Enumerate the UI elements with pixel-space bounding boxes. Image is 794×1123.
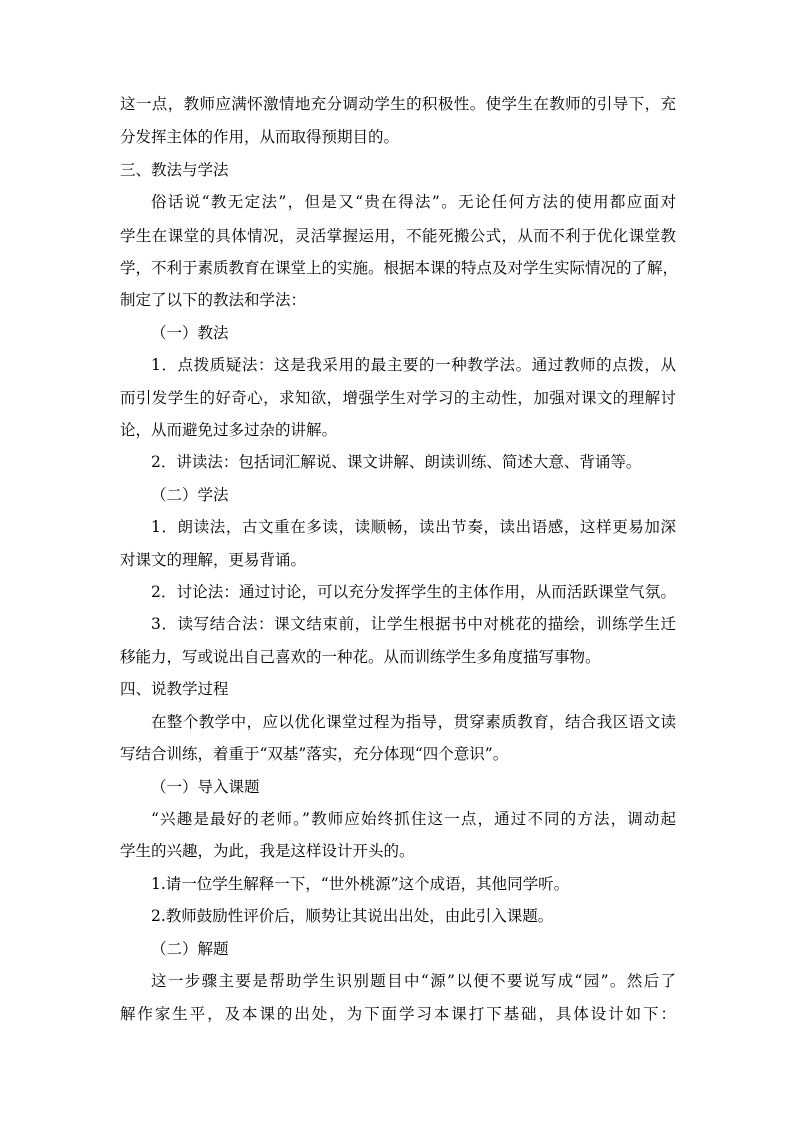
- subsection-heading: （一）导入课题: [151, 778, 260, 796]
- section-heading: 四、说教学过程: [120, 680, 229, 698]
- body-text-line: 在整个教学中，应以优化课堂过程为指导，贯穿素质教育，结合我区语文读: [151, 713, 676, 731]
- body-text-line: 学生的兴趣，为此，我是这样设计开头的。: [120, 842, 415, 860]
- body-text-line: 写结合训练，着重于“双基”落实，充分体现“四个意识”。: [120, 745, 509, 763]
- subsection-heading: （二）解题: [151, 940, 229, 958]
- body-text-line: 对课文的理解，更易背诵。: [120, 551, 307, 569]
- body-text-line: 学，不利于素质教育在课堂上的实施。根据本课的特点及对学生实际情况的了解，: [120, 259, 679, 277]
- subsection-heading: （二）学法: [151, 486, 229, 504]
- subsection-heading: （一）教法: [151, 324, 229, 342]
- body-text-line: 1．朗读法，古文重在多读，读顺畅，读出节奏，读出语感，这样更易加深: [151, 518, 676, 536]
- body-text-line: 2．讲读法：包括词汇解说、课文讲解、朗读训练、简述大意、背诵等。: [151, 453, 642, 471]
- body-text-line: 2.教师鼓励性评价后，顺势让其说出出处，由此引入课题。: [151, 907, 554, 925]
- body-text-line: 分发挥主体的作用，从而取得预期目的。: [120, 128, 400, 146]
- body-text-line: 制定了以下的教法和学法：: [120, 291, 307, 309]
- body-text-line: 1.请一位学生解释一下，“世外桃源”这个成语，其他同学听。: [151, 875, 570, 893]
- body-text-line: 3．读写结合法：课文结束前，让学生根据书中对桃花的描绘，训练学生迁: [151, 615, 676, 633]
- body-text-line: 2．讨论法：通过讨论，可以充分发挥学生的主体作用，从而活跃课堂气氛。: [151, 583, 676, 601]
- section-heading: 三、教法与学法: [120, 161, 229, 179]
- body-text-line: “兴趣是最好的老师。”教师应始终抓住这一点，通过不同的方法，调动起: [151, 810, 676, 828]
- body-text-line: 论，从而避免过多过杂的讲解。: [120, 421, 338, 439]
- body-text-line: 而引发学生的好奇心，求知欲，增强学生对学习的主动性，加强对课文的理解讨: [120, 389, 676, 407]
- body-text-line: 这一步骤主要是帮助学生识别题目中“源”以便不要说写成“园”。然后了: [151, 972, 676, 990]
- body-text-line: 移能力，写或说出自己喜欢的一种花。从而训练学生多角度描写事物。: [120, 648, 601, 666]
- body-text-line: 学生在课堂的具体情况，灵活掌握运用，不能死搬公式，从而不利于优化课堂教: [120, 227, 676, 245]
- body-text-line: 这一点，教师应满怀激情地充分调动学生的积极性。使学生在教师的引导下，充: [120, 95, 676, 113]
- body-text-line: 1．点拨质疑法：这是我采用的最主要的一种教学法。通过教师的点拨，从: [151, 356, 676, 374]
- body-text-line: 解作家生平，及本课的出处，为下面学习本课打下基础，具体设计如下：: [120, 1005, 676, 1023]
- body-text-line: 俗话说“教无定法”，但是又“贵在得法”。无论任何方法的使用都应面对: [151, 193, 676, 211]
